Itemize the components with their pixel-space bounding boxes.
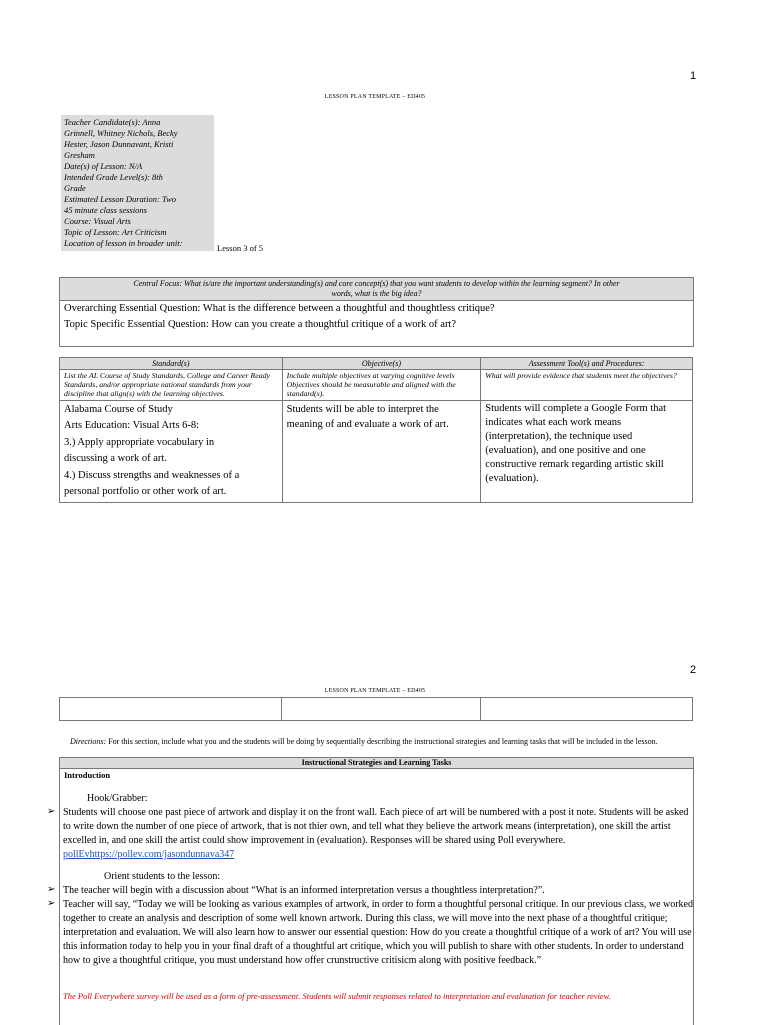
table-guidance-row [60, 370, 693, 401]
hook-text: Students will choose one past piece of artwork and display it on the front wall. Each piece of art will be numbered with a post it note. Students will be asked to write down the number of one piece of artwork, that is not thier own, and tell what they believe the artwork means (interpretation), one skill the artist excelled in, and one skill the artist could show improvement in (evaluation). Responses will be shared using Poll everywhere. pollEvhttps://pollev.com/jasondunnava347 [63, 807, 689, 860]
standards-table [59, 357, 693, 503]
orient-bullet-2: Teacher will say, “Today we will be looking as various examples of artwork, in order to form a thoughtful personal critique. In our previous class, we worked together to create an analysis and description of some well known artwork. During this class, we will move into the next phase of a thoughtful critique; interpretation and evaluation. We will also learn how to answer our essential question: How do you create a thoughtful critique of a work of art? You will use this information today to help you in your final draft of a thoughtful art critique, which you will publish to share with other students. In order to understand how to give a thoughtful critique, you must understand how offer crunstructive critisicm along with positive feedback.” [63, 899, 693, 966]
central-focus-questions [60, 301, 693, 333]
lesson-location-value: Lesson 3 of 5 [217, 243, 264, 253]
pre-assessment-note: The Poll Everywhere survey will be used as a form of pre-assessment. Students will submit responses related to interpretation and evalutation for teacher review. [63, 991, 611, 1001]
intro-heading: Introduction [64, 770, 111, 780]
info-line: Date(s) of Lesson: N/A [64, 161, 143, 171]
info-line: Grinnell, Whitney Nichols, Becky [64, 128, 178, 138]
guidance-assessment: What will provide evidence that students meet the objectives? [481, 370, 693, 401]
orient-bullet-1: The teacher will begin with a discussion about “What is an informed interpretation versus a thoughtless interpretation?”. [63, 885, 545, 896]
continued-table [59, 697, 693, 721]
info-line: Estimated Lesson Duration: Two [64, 194, 177, 204]
table-row [60, 400, 693, 502]
info-line: Location of lesson in broader unit: [64, 238, 183, 248]
header-assessment: Assessment Tool(s) and Procedures: [481, 358, 693, 370]
page-header: LESSON PLAN TEMPLATE – ED405 [324, 688, 426, 694]
info-line: Grade [64, 183, 86, 193]
assessment-cell: Students will complete a Google Form that indicates what each work means (interpretation), the technique used (evaluation), and one positive and one constructive remark regarding artistic skill (evaluation). [481, 400, 693, 502]
info-line: Teacher Candidate(s): Anna [64, 117, 161, 127]
bullet-icon: ➢ [47, 806, 56, 817]
guidance-standards: List the AL Course of Study Standards, College and Career Ready Standards, and/or appropriate national standards from your discipline that align(s) with the learning objectives. [60, 370, 283, 401]
overarching-question: Overarching Essential Question: What is the difference between a thoughtful and thoughtless critique? [64, 303, 495, 314]
header-objectives: Objective(s) [282, 358, 481, 370]
objective-cell: Students will be able to interpret the meaning of and evaluate a work of art. [282, 400, 481, 502]
info-line: 45 minute class sessions [64, 205, 147, 215]
poll-link[interactable]: pollEvhttps://pollev.com/jasondunnava347 [63, 849, 235, 860]
central-focus-box [59, 277, 694, 347]
header-standards: Standard(s) [60, 358, 283, 370]
info-line: Course: Visual Arts [64, 216, 131, 226]
standards-cell: Alabama Course of Study Arts Education: Visual Arts 6-8: 3.) Apply appropriate vocabulary in discussing a work of art. 4.) Discuss strengths and weaknesses of a personal portfolio or other work of art. [60, 400, 283, 502]
orient-label: Orient students to the lesson: [104, 871, 221, 882]
page-number: 2 [690, 664, 697, 676]
info-line: Topic of Lesson: Art Criticism [64, 227, 167, 237]
info-line: Intended Grade Level(s): 8th [64, 172, 163, 182]
hook-label: Hook/Grabber: [87, 793, 148, 804]
page-number: 1 [690, 70, 697, 82]
topic-question: Topic Specific Essential Question: How can you create a thoughtful critique of a work of art? [64, 319, 457, 330]
guidance-objectives: Include multiple objectives at varying cognitive levels Objectives should be measurable and aligned with the standard(s). [282, 370, 481, 401]
bullet-icon: ➢ [47, 898, 56, 909]
bullet-icon: ➢ [47, 884, 56, 895]
table-header-row [60, 358, 693, 370]
info-line: Gresham [64, 150, 95, 160]
page-header: LESSON PLAN TEMPLATE – ED405 [324, 94, 426, 100]
central-focus-prompt: Central Focus: What is/are the important understanding(s) and core concept(s) that you want students to develop within the learning segment? In other words, what is the big idea? [60, 278, 693, 301]
lesson-info-box [61, 115, 214, 251]
directions: Directions: For this section, include what you and the students will be doing by sequentially describing the instructional strategies and learning tasks that will be included in the lesson. [70, 737, 658, 746]
info-line: Hester, Jason Dunnavant, Kristi [64, 139, 174, 149]
section-title: Instructional Strategies and Learning Tasks [60, 758, 693, 769]
